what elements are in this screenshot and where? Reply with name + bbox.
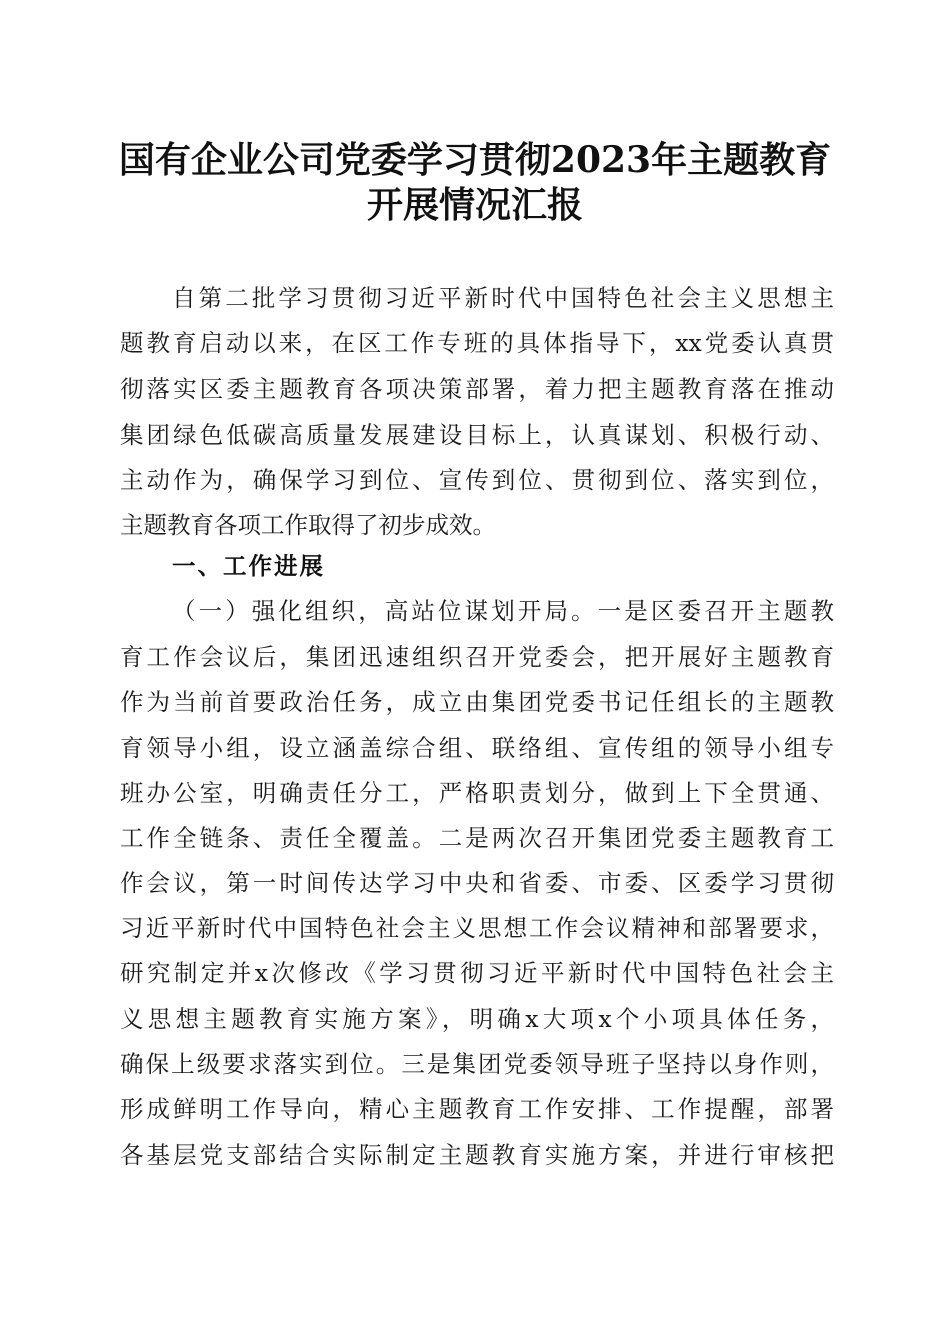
section-line: 工作全链条、责任全覆盖。二是两次召开集团党委主题教育工 — [120, 824, 834, 852]
document-title-line-2: 开展情况汇报 — [366, 184, 583, 226]
section-line: 育领导小组，设立涵盖综合组、联络组、宣传组的领导小组专 — [120, 734, 834, 762]
intro-line: 彻落实区委主题教育各项决策部署，着力把主题教育落在推动 — [120, 375, 834, 403]
section-line: 作为当前首要政治任务，成立由集团党委书记任组长的主题教 — [120, 688, 834, 716]
intro-line: 主题教育各项工作取得了初步成效。 — [120, 511, 496, 539]
intro-line: 自第二批学习贯彻习近平新时代中国特色社会主义思想主 — [172, 284, 834, 312]
section-line: 确保上级要求落实到位。三是集团党委领导班子坚持以身作则， — [120, 1050, 834, 1078]
section-heading: 一、工作进展 — [172, 552, 325, 580]
section-line: 作会议，第一时间传达学习中央和省委、市委、区委学习贯彻 — [120, 869, 834, 897]
section-line: （一）强化组织，高站位谋划开局。一是区委召开主题教 — [172, 597, 834, 625]
section-line: 育工作会议后，集团迅速组织召开党委会，把开展好主题教育 — [120, 643, 834, 671]
section-line: 班办公室，明确责任分工，严格职责划分，做到上下全贯通、 — [120, 779, 834, 807]
section-line: 研究制定并x次修改《学习贯彻习近平新时代中国特色社会主 — [120, 959, 834, 987]
section-line: 义思想主题教育实施方案》，明确x大项x个小项具体任务， — [120, 1005, 834, 1033]
intro-line: 题教育启动以来，在区工作专班的具体指导下，xx党委认真贯 — [120, 329, 834, 357]
section-line: 形成鲜明工作导向，精心主题教育工作安排、工作提醒，部署 — [120, 1095, 834, 1123]
document-title-line-1: 国有企业公司党委学习贯彻2023年主题教育 — [118, 139, 832, 181]
section-line: 习近平新时代中国特色社会主义思想工作会议精神和部署要求， — [120, 914, 834, 942]
intro-line: 集团绿色低碳高质量发展建设目标上，认真谋划、积极行动、 — [120, 421, 834, 449]
intro-line: 主动作为，确保学习到位、宣传到位、贯彻到位、落实到位， — [120, 466, 834, 494]
section-line: 各基层党支部结合实际制定主题教育实施方案，并进行审核把 — [120, 1141, 834, 1169]
